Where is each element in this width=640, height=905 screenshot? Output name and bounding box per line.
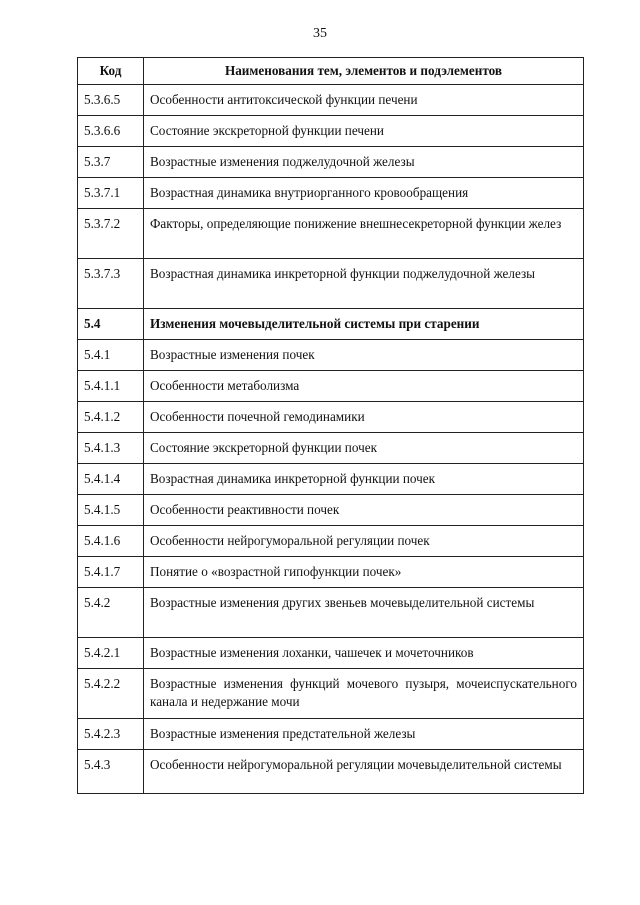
row-name: Состояние экскреторной функции почек (144, 433, 584, 464)
row-code: 5.4.2.1 (78, 638, 144, 669)
row-name: Особенности нейрогуморальной регуляции мочевыделительной системы (144, 750, 584, 794)
row-name: Факторы, определяющие понижение внешнесекреторной функции желез (144, 209, 584, 259)
table-row (78, 588, 584, 638)
row-name: Особенности реактивности почек (144, 495, 584, 526)
row-code: 5.3.7 (78, 147, 144, 178)
page-number: 35 (313, 26, 327, 41)
header-code: Код (78, 58, 144, 85)
table-row (78, 557, 584, 588)
row-name: Возрастные изменения предстательной железы (144, 719, 584, 750)
row-code: 5.4.1.1 (78, 371, 144, 402)
table-row (78, 669, 584, 719)
row-code: 5.4.3 (78, 750, 144, 794)
table-row (78, 371, 584, 402)
table-row (78, 433, 584, 464)
row-code: 5.4.1.7 (78, 557, 144, 588)
row-code: 5.3.6.6 (78, 116, 144, 147)
row-name: Возрастная динамика внутриорганного кровообращения (144, 178, 584, 209)
row-code: 5.4.2.3 (78, 719, 144, 750)
table-header-row (78, 58, 584, 85)
row-code: 5.4.1.5 (78, 495, 144, 526)
table-row (78, 340, 584, 371)
row-code: 5.4.1.3 (78, 433, 144, 464)
table-row (78, 209, 584, 259)
table-row (78, 719, 584, 750)
row-name: Возрастные изменения функций мочевого пузыря, мочеиспускательного канала и недержание мочи (144, 669, 584, 719)
row-code: 5.3.7.1 (78, 178, 144, 209)
row-code: 5.4.2 (78, 588, 144, 638)
row-name: Особенности метаболизма (144, 371, 584, 402)
table-row (78, 495, 584, 526)
table-row (78, 147, 584, 178)
row-name: Понятие о «возрастной гипофункции почек» (144, 557, 584, 588)
table-row (78, 464, 584, 495)
curriculum-table (77, 57, 584, 794)
table-row (78, 402, 584, 433)
row-name: Особенности почечной гемодинамики (144, 402, 584, 433)
row-name: Возрастная динамика инкреторной функции почек (144, 464, 584, 495)
row-name: Возрастные изменения других звеньев мочевыделительной системы (144, 588, 584, 638)
table-row-section (78, 309, 584, 340)
row-name: Изменения мочевыделительной системы при старении (144, 309, 584, 340)
row-name: Возрастные изменения лоханки, чашечек и мочеточников (144, 638, 584, 669)
row-code: 5.4.1 (78, 340, 144, 371)
table-row (78, 85, 584, 116)
table-row (78, 259, 584, 309)
row-name: Особенности нейрогуморальной регуляции почек (144, 526, 584, 557)
table-row (78, 526, 584, 557)
table-row (78, 178, 584, 209)
row-name: Состояние экскреторной функции печени (144, 116, 584, 147)
row-code: 5.4.1.4 (78, 464, 144, 495)
row-code: 5.4.2.2 (78, 669, 144, 719)
row-name: Особенности антитоксической функции печени (144, 85, 584, 116)
table-row (78, 116, 584, 147)
header-name: Наименования тем, элементов и подэлементов (144, 58, 584, 85)
row-code: 5.3.6.5 (78, 85, 144, 116)
row-code: 5.4.1.2 (78, 402, 144, 433)
row-code: 5.4.1.6 (78, 526, 144, 557)
row-name: Возрастная динамика инкреторной функции поджелудочной железы (144, 259, 584, 309)
table-row (78, 750, 584, 794)
row-code: 5.3.7.2 (78, 209, 144, 259)
table-row (78, 638, 584, 669)
row-code: 5.4 (78, 309, 144, 340)
row-name: Возрастные изменения почек (144, 340, 584, 371)
row-code: 5.3.7.3 (78, 259, 144, 309)
row-name: Возрастные изменения поджелудочной железы (144, 147, 584, 178)
